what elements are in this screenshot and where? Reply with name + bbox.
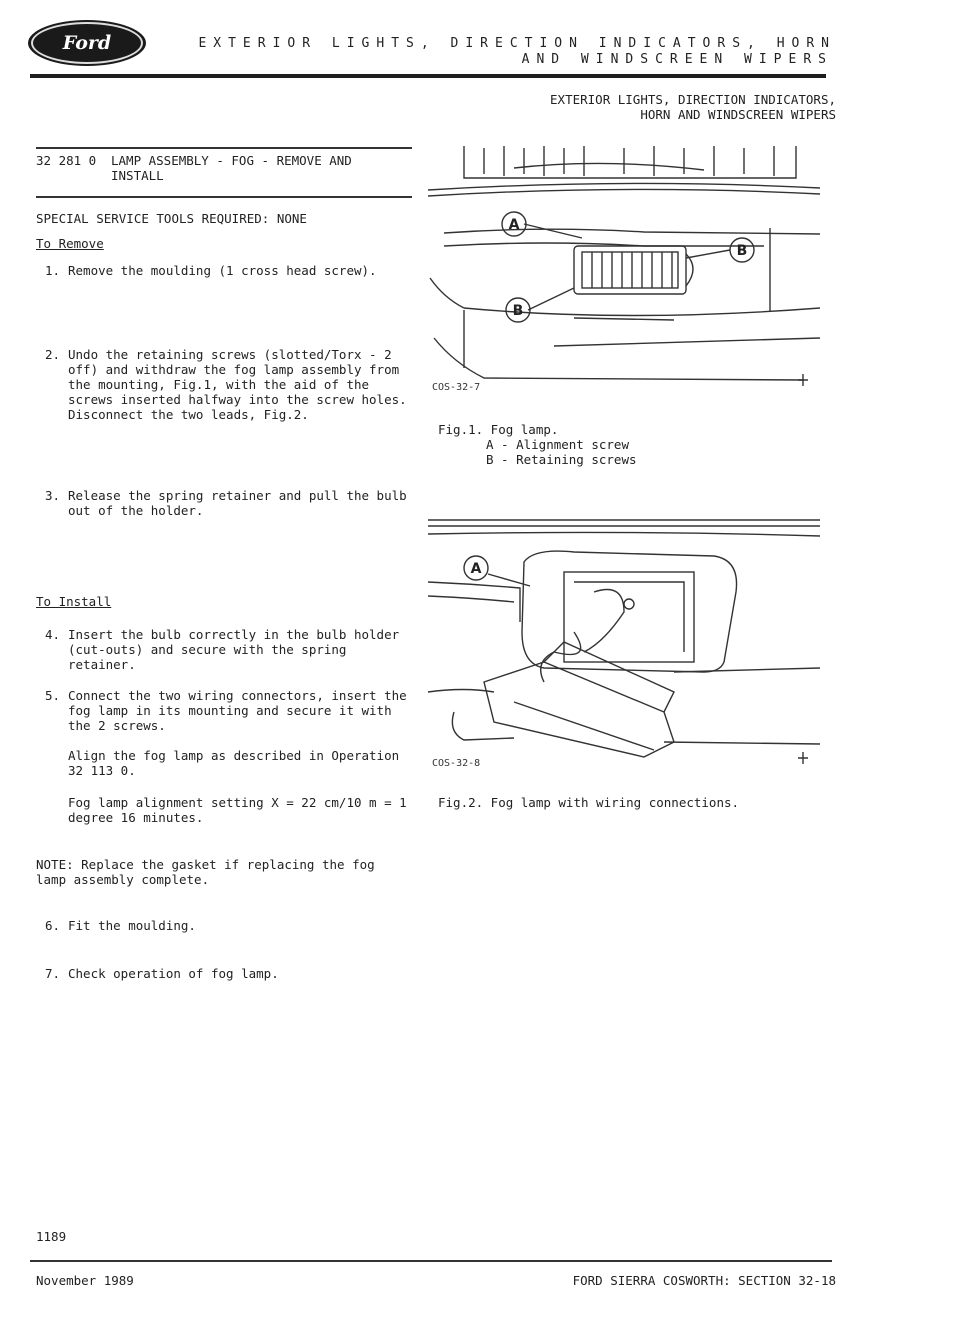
step-4 bbox=[45, 627, 415, 672]
footer-section: FORD SIERRA COSWORTH: SECTION 32-18 bbox=[572, 1273, 836, 1288]
step-text: Remove the moulding (1 cross head screw). bbox=[68, 263, 377, 278]
operation-code: 32 281 0 bbox=[36, 153, 97, 168]
fig1-legend-a: A - Alignment screw bbox=[486, 437, 629, 452]
operation-bottom-rule bbox=[36, 196, 412, 198]
step-number: 4. bbox=[45, 627, 61, 642]
step-number: 6. bbox=[45, 918, 61, 933]
step-text: Connect the two wiring connectors, insert the fog lamp in its mounting and secure it with the 2 screws. bbox=[68, 688, 407, 733]
chapter-title-line2: AND WINDSCREEN WIPERS bbox=[521, 52, 833, 67]
fig1-label-b-right: B bbox=[736, 243, 748, 259]
operation-title bbox=[111, 153, 411, 183]
footer-date: November 1989 bbox=[36, 1273, 134, 1288]
fig1-legend-b: B - Retaining screws bbox=[486, 452, 637, 467]
ford-logo bbox=[28, 20, 146, 66]
fig2-label-a: A bbox=[470, 561, 482, 577]
operation-top-rule bbox=[36, 147, 412, 149]
step-number: 1. bbox=[45, 263, 61, 278]
step-text: Check operation of fog lamp. bbox=[68, 966, 279, 981]
setting-note bbox=[45, 795, 415, 825]
align-note-text: Align the fog lamp as described in Operation 32 113 0. bbox=[68, 748, 400, 778]
step-7 bbox=[45, 966, 415, 981]
step-text: Insert the bulb correctly in the bulb holder (cut-outs) and secure with the spring retainer. bbox=[68, 627, 400, 672]
step-5 bbox=[45, 688, 415, 733]
right-heading-line1: EXTERIOR LIGHTS, DIRECTION INDICATORS, bbox=[550, 92, 836, 107]
step-number: 3. bbox=[45, 488, 61, 503]
right-heading-line2: HORN AND WINDSCREEN WIPERS bbox=[640, 107, 836, 122]
step-number: 7. bbox=[45, 966, 61, 981]
setting-note-text: Fog lamp alignment setting X = 22 cm/10 m = 1 degree 16 minutes. bbox=[68, 795, 407, 825]
step-text: Release the spring retainer and pull the bulb out of the holder. bbox=[68, 488, 407, 518]
fig1-label-a: A bbox=[508, 217, 520, 233]
fig1-fog-lamp-illustration bbox=[424, 138, 824, 400]
step-number: 5. bbox=[45, 688, 61, 703]
step-number: 2. bbox=[45, 347, 61, 362]
special-tools: SPECIAL SERVICE TOOLS REQUIRED: NONE bbox=[36, 211, 307, 226]
right-heading bbox=[456, 92, 836, 122]
step-text: Fit the moulding. bbox=[68, 918, 196, 933]
footer-rule bbox=[30, 1260, 832, 1262]
operation-title-line2: INSTALL bbox=[111, 168, 164, 183]
align-note bbox=[45, 748, 415, 778]
fig1-caption-title: Fig.1. Fog lamp. bbox=[438, 422, 559, 437]
step-3 bbox=[45, 488, 415, 518]
fig2-fog-lamp-wiring-illustration bbox=[424, 512, 824, 774]
fig1-label-b-left: B bbox=[512, 303, 524, 319]
remove-heading: To Remove bbox=[36, 236, 104, 251]
install-heading: To Install bbox=[36, 594, 112, 609]
operation-title-line1: LAMP ASSEMBLY - FOG - REMOVE AND bbox=[111, 153, 352, 168]
chapter-title-line1: EXTERIOR LIGHTS, DIRECTION INDICATORS, HORN bbox=[198, 36, 836, 51]
step-text: Undo the retaining screws (slotted/Torx - 2 off) and withdraw the fog lamp assembly from the mounting, Fig.1, with the aid of the screws inserted halfway into the screw holes. Disconnect the two leads, Fig.2. bbox=[68, 347, 407, 422]
fig2-code: COS-32-8 bbox=[432, 758, 481, 769]
step-6 bbox=[45, 918, 415, 933]
fig2-caption: Fig.2. Fog lamp with wiring connections. bbox=[438, 795, 740, 810]
fig1-code: COS-32-7 bbox=[432, 382, 481, 393]
gasket-note: NOTE: Replace the gasket if replacing the fog lamp assembly complete. bbox=[36, 857, 375, 887]
header-rule bbox=[30, 74, 826, 78]
step-1 bbox=[45, 263, 415, 278]
step-2 bbox=[45, 347, 415, 422]
ford-logo-text: Ford bbox=[31, 22, 143, 64]
page-number: 1189 bbox=[36, 1229, 67, 1244]
